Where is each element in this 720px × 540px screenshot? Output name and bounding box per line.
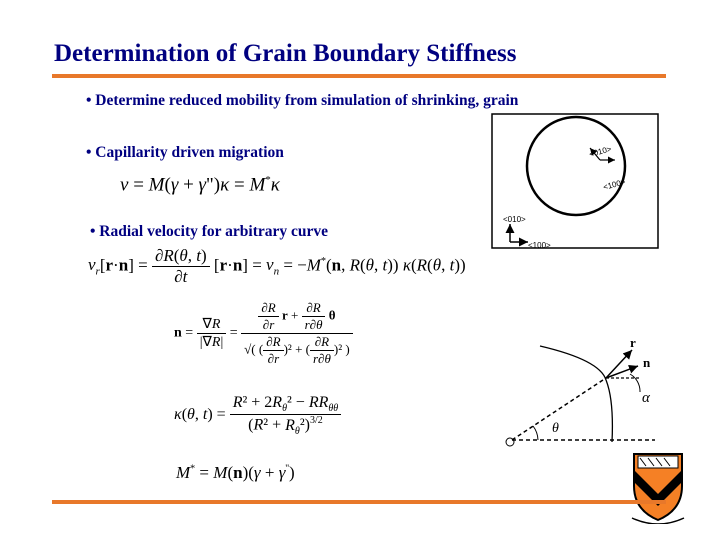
equation-curvature: κ(θ, t) = $\frac{R^2 + 2R_\theta^2 - RR_{\theta\theta}}{(R^2 + R_\theta^2)^{3/2}}$ xyxy=(174,394,341,437)
radius-line xyxy=(512,378,606,440)
origin-point xyxy=(506,438,514,446)
princeton-shield-icon xyxy=(630,448,686,524)
grain-frame xyxy=(492,114,658,248)
direction-010-label: <010> xyxy=(588,144,613,159)
bullet-reduced-mobility: • Determine reduced mobility from simulation of shrinking, grain xyxy=(86,92,519,109)
theta-label: θ xyxy=(552,421,559,436)
direction-100-label: <100> xyxy=(602,177,627,192)
alpha-arc xyxy=(630,374,640,392)
n-label: n xyxy=(643,355,651,370)
equation-stiffness: M* = M(n)(γ + γ'') xyxy=(176,463,295,482)
grain-boundary xyxy=(527,117,625,215)
bottom-divider xyxy=(52,500,666,504)
bullet-radial-velocity: • Radial velocity for arbitrary curve xyxy=(90,223,329,240)
grain-simulation-diagram xyxy=(492,114,658,250)
equation-radial-velocity: $v_r[r\cdot n]$ = $\frac{\partial R(\theta, t)}{\partial t}$ $[r\cdot n] = v_n = -M^*(n$, R(θ, t)) κ(R(θ, t)) xyxy=(88,246,466,286)
slide-title: Determination of Grain Boundary Stiffness xyxy=(54,40,517,67)
r-label: r xyxy=(630,335,636,350)
alpha-label: α xyxy=(642,390,650,406)
equation-capillarity: v = M(γ + γ")κ = M*κ xyxy=(120,174,280,196)
theta-arc xyxy=(533,426,538,440)
bullet-capillarity: • Capillarity driven migration xyxy=(86,144,284,161)
equation-normal: n = $\frac{\nabla R}{|\nabla R|}$ = $\frac{\partial R}{\partial r}$ r + $\frac{\partial R}{r\partial\theta}$ θ √( ( $\frac{\partial R}{\partial r}$ )² + ( $\frac{\partial R}{r\partial\theta}$ )² ) xyxy=(174,300,353,367)
boundary-curve xyxy=(540,346,612,442)
geometry-diagram xyxy=(506,335,655,446)
axis-x-label: <100> xyxy=(528,241,551,250)
axis-y-label: <010> xyxy=(503,215,526,224)
